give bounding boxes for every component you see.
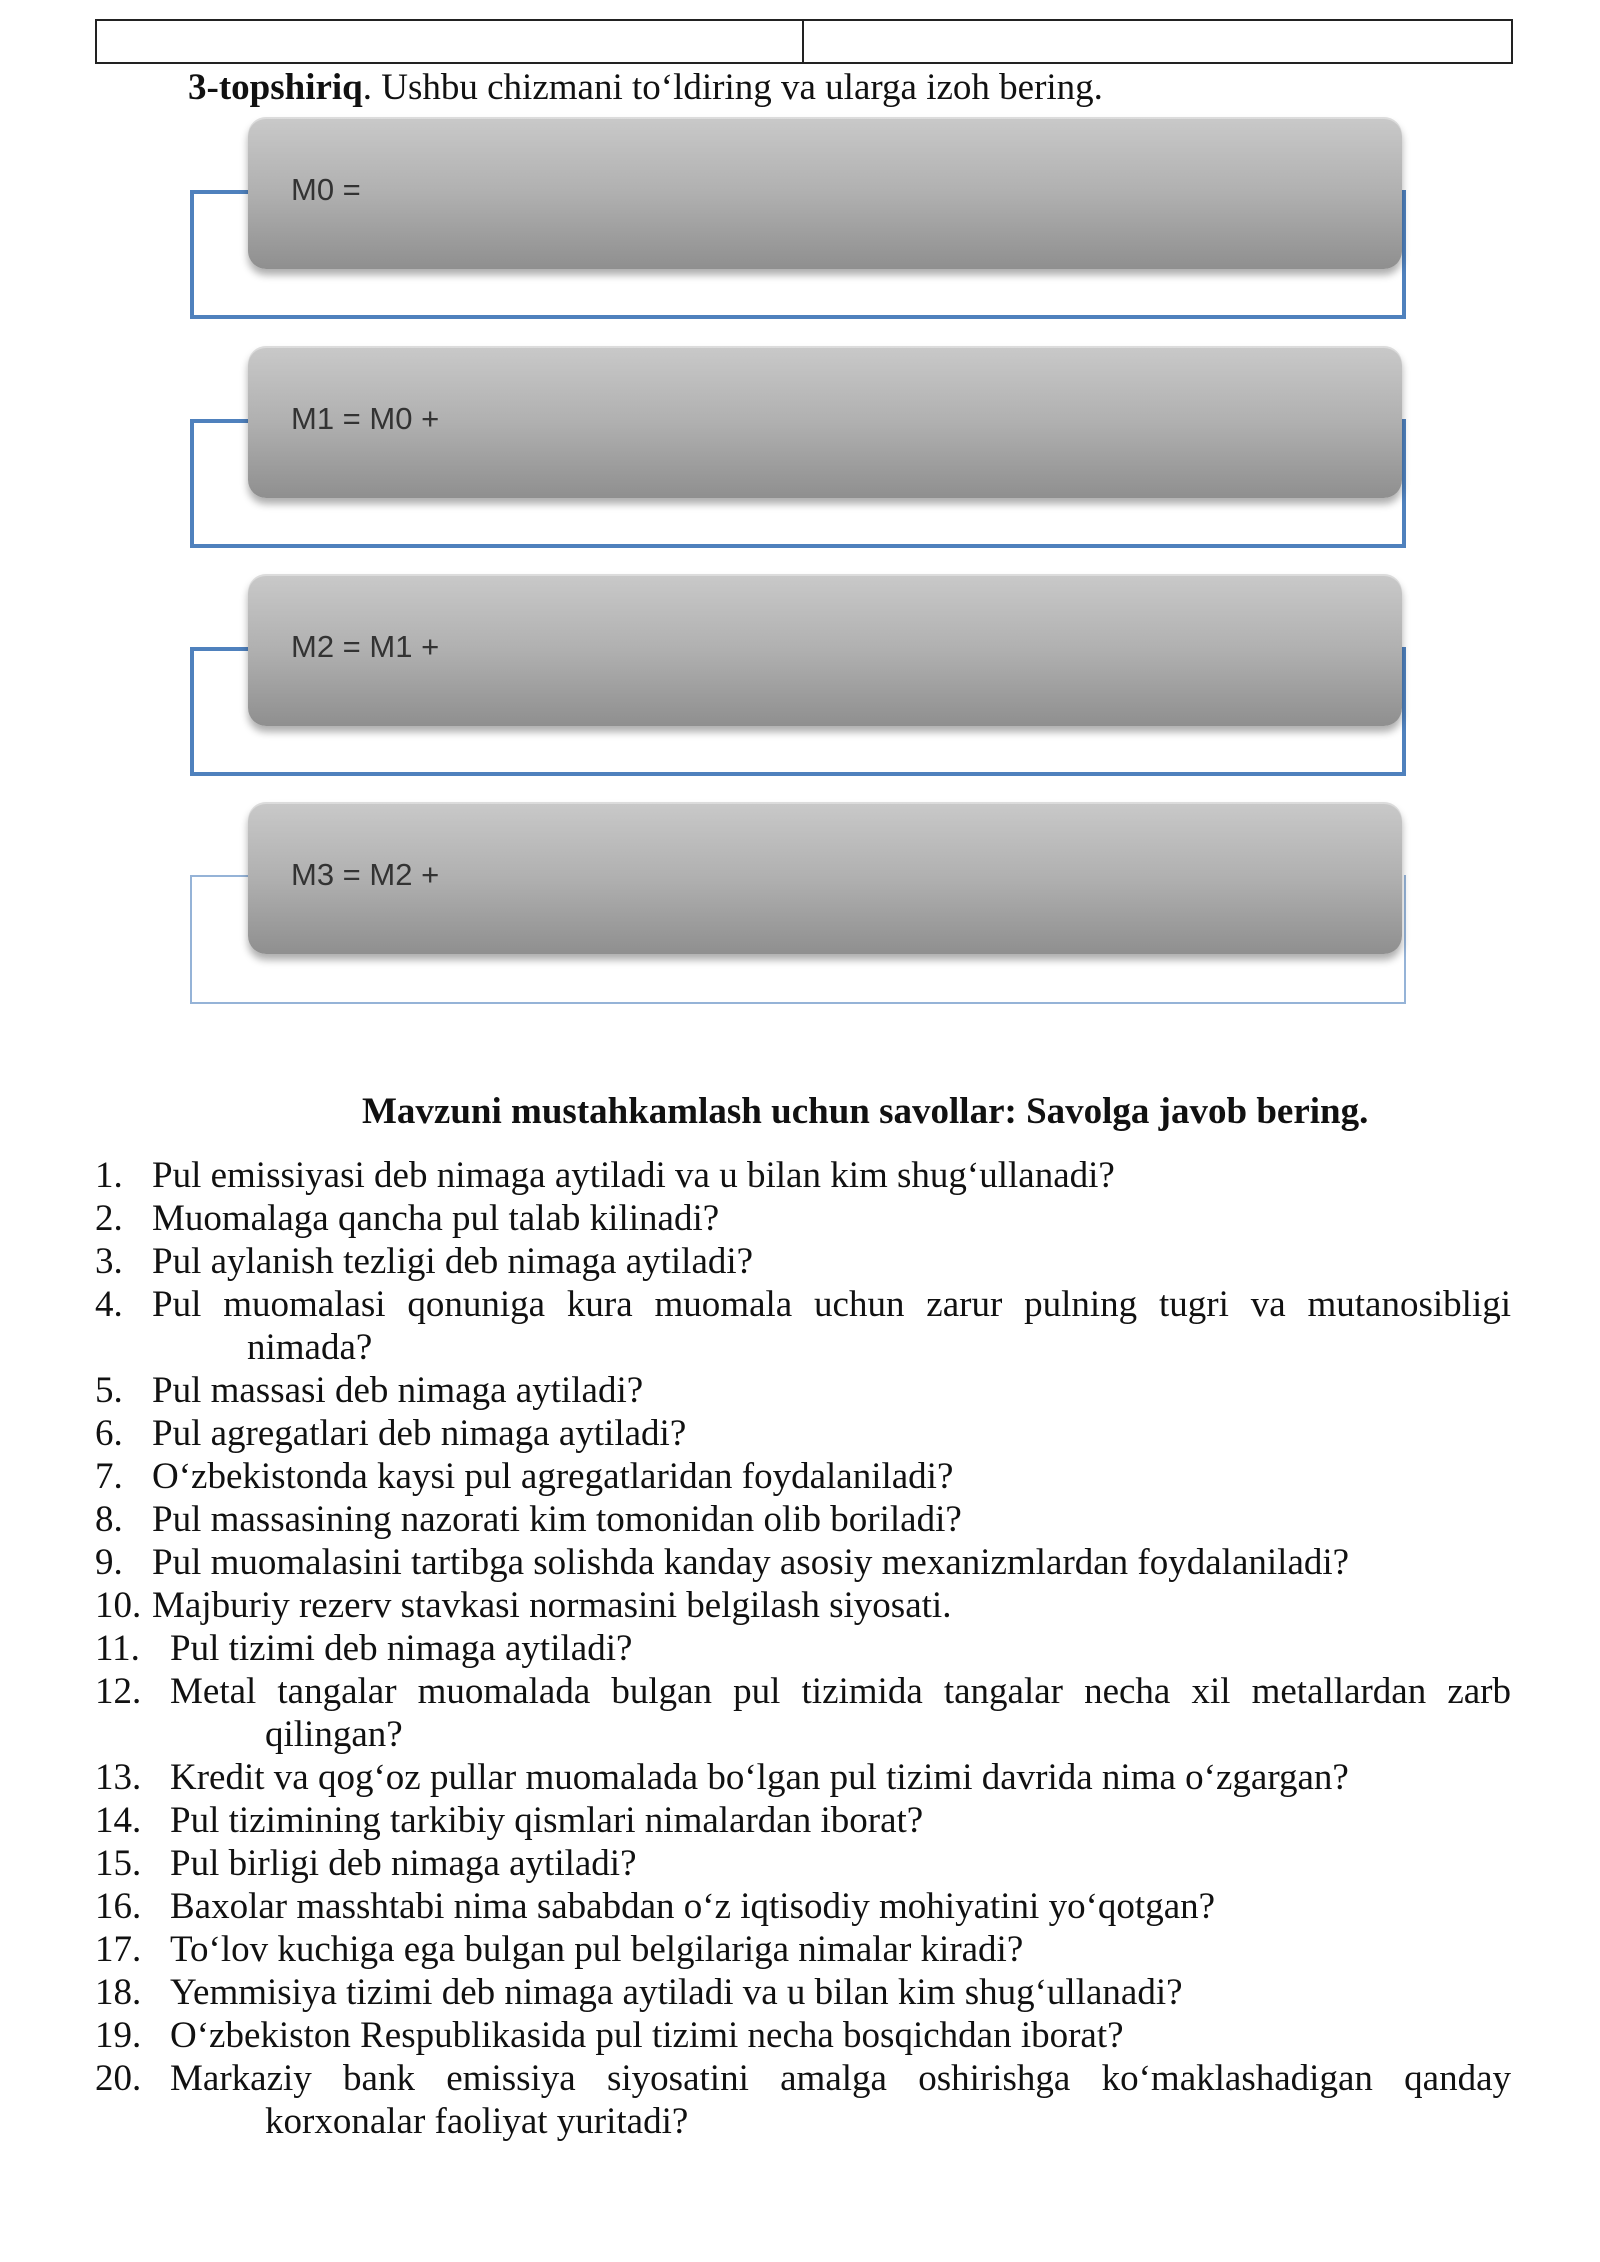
question-number: 9.: [95, 1542, 123, 1583]
question-text: Muomalaga qancha pul talab kilinadi?: [152, 1198, 720, 1239]
question-item: [95, 1197, 1511, 1240]
question-list: [95, 1154, 1511, 2143]
aggregate-box-m2: [248, 574, 1402, 726]
task-instruction: [188, 66, 1103, 109]
aggregate-box-m0: [248, 117, 1402, 269]
header-table-cell: [804, 21, 1511, 62]
question-text: O‘zbekistonda kaysi pul agregatlaridan foydalaniladi?: [152, 1456, 954, 1497]
question-text: Yemmisiya tizimi deb nimaga aytiladi va u bilan kim shug‘ullanadi?: [170, 1972, 1183, 2013]
question-number: 13.: [95, 1757, 142, 1798]
question-item: [95, 1799, 1511, 1842]
question-number: 3.: [95, 1241, 123, 1282]
diagram-row-m0: [0, 117, 1600, 327]
question-number: 4.: [95, 1284, 123, 1325]
question-item: [95, 1240, 1511, 1283]
question-item: [95, 1842, 1511, 1885]
question-text: Baxolar masshtabi nima sababdan o‘z iqtisodiy mohiyatini yo‘qotgan?: [170, 1886, 1216, 1927]
questions-heading: Mavzuni mustahkamlash uchun savollar: Savolga javob bering.: [362, 1091, 1369, 1132]
question-text: Kredit va qog‘oz pullar muomalada bo‘lgan pul tizimi davrida nima o‘zgargan?: [170, 1757, 1349, 1798]
question-text: Pul tizimining tarkibiy qismlari nimalardan iborat?: [170, 1800, 924, 1841]
question-number: 8.: [95, 1499, 123, 1540]
diagram-row-m2: [0, 574, 1600, 784]
question-number: 16.: [95, 1886, 142, 1927]
aggregate-box-m3: [248, 802, 1402, 954]
question-item: [95, 1455, 1511, 1498]
task-label: 3-topshiriq: [188, 67, 363, 108]
question-text: Metal tangalar muomalada bulgan pul tizimida tangalar necha xil metallardan zarb qilingan?: [170, 1671, 1511, 1755]
question-number: 17.: [95, 1929, 142, 1970]
question-text: Markaziy bank emissiya siyosatini amalga oshirishga ko‘maklashadigan qanday korxonalar faoliyat yuritadi?: [170, 2058, 1511, 2142]
question-number: 2.: [95, 1198, 123, 1239]
question-text: Pul birligi deb nimaga aytiladi?: [170, 1843, 637, 1884]
header-table-cell: [97, 21, 804, 62]
question-item: [95, 1756, 1511, 1799]
question-item: [95, 2057, 1511, 2143]
question-item: [95, 2014, 1511, 2057]
header-table: [95, 19, 1513, 64]
question-text: Pul emissiyasi deb nimaga aytiladi va u bilan kim shug‘ullanadi?: [152, 1155, 1115, 1196]
question-item: [95, 1154, 1511, 1197]
diagram-row-m1: [0, 346, 1600, 556]
question-item: [95, 1584, 1511, 1627]
aggregate-label: M0 =: [291, 172, 361, 207]
question-text: Pul muomalasi qonuniga kura muomala uchun zarur pulning tugri va mutanosibligi nimada?: [152, 1284, 1511, 1368]
bracket-tick: [190, 419, 254, 423]
question-item: [95, 1541, 1511, 1584]
question-text: Pul massasining nazorati kim tomonidan olib boriladi?: [152, 1499, 962, 1540]
question-number: 10.: [95, 1585, 142, 1626]
question-number: 12.: [95, 1671, 142, 1712]
question-text: Pul massasi deb nimaga aytiladi?: [152, 1370, 644, 1411]
question-item: [95, 1670, 1511, 1756]
aggregate-label: M2 = M1 +: [291, 629, 440, 664]
question-item: [95, 1627, 1511, 1670]
question-text: To‘lov kuchiga ega bulgan pul belgilariga nimalar kiradi?: [170, 1929, 1024, 1970]
task-text: . Ushbu chizmani to‘ldiring va ularga izoh bering.: [362, 67, 1103, 108]
question-item: [95, 1369, 1511, 1412]
question-text: Pul tizimi deb nimaga aytiladi?: [170, 1628, 633, 1669]
bracket-tick: [190, 875, 254, 877]
aggregate-box-m1: [248, 346, 1402, 498]
question-item: [95, 1283, 1511, 1369]
aggregate-label: M3 = M2 +: [291, 857, 440, 892]
question-text: Pul muomalasini tartibga solishda kanday asosiy mexanizmlardan foydalaniladi?: [152, 1542, 1350, 1583]
question-text: O‘zbekiston Respublikasida pul tizimi necha bosqichdan iborat?: [170, 2015, 1124, 2056]
question-number: 14.: [95, 1800, 142, 1841]
question-item: [95, 1928, 1511, 1971]
diagram-row-m3: [0, 802, 1600, 1012]
question-number: 15.: [95, 1843, 142, 1884]
question-number: 11.: [95, 1628, 140, 1669]
bracket-tick: [190, 190, 254, 194]
question-text: Pul agregatlari deb nimaga aytiladi?: [152, 1413, 687, 1454]
question-number: 7.: [95, 1456, 123, 1497]
question-text: Majburiy rezerv stavkasi normasini belgilash siyosati.: [152, 1585, 952, 1626]
bracket-tick: [190, 647, 254, 651]
question-item: [95, 1885, 1511, 1928]
question-number: 19.: [95, 2015, 142, 2056]
question-number: 1.: [95, 1155, 123, 1196]
question-number: 5.: [95, 1370, 123, 1411]
question-number: 20.: [95, 2058, 142, 2099]
question-number: 6.: [95, 1413, 123, 1454]
question-text: Pul aylanish tezligi deb nimaga aytiladi?: [152, 1241, 754, 1282]
aggregate-label: M1 = M0 +: [291, 401, 440, 436]
question-item: [95, 1971, 1511, 2014]
question-item: [95, 1412, 1511, 1455]
question-item: [95, 1498, 1511, 1541]
question-number: 18.: [95, 1972, 142, 2013]
